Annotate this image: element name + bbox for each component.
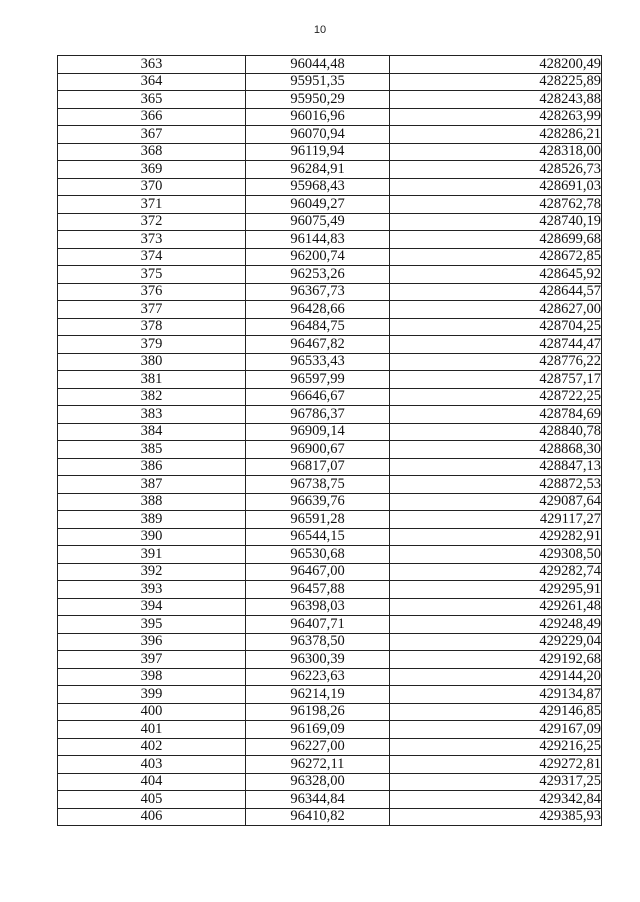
point-number-cell: 386: [58, 458, 246, 476]
x-coordinate-cell: 96467,00: [246, 563, 390, 581]
y-coordinate-cell: 428225,89: [390, 73, 602, 91]
x-coordinate-cell: 96328,00: [246, 773, 390, 791]
point-number-cell: 398: [58, 668, 246, 686]
table-row: [58, 91, 602, 109]
table-row: [58, 248, 602, 266]
point-number-cell: 376: [58, 283, 246, 301]
y-coordinate-cell: 428847,13: [390, 458, 602, 476]
x-coordinate-cell: 96428,66: [246, 301, 390, 319]
table-row: [58, 493, 602, 511]
y-coordinate-cell: 429317,25: [390, 773, 602, 791]
x-coordinate-cell: 95951,35: [246, 73, 390, 91]
table-row: [58, 213, 602, 231]
table-row: [58, 318, 602, 336]
point-number-cell: 367: [58, 126, 246, 144]
point-number-cell: 385: [58, 441, 246, 459]
y-coordinate-cell: 429229,04: [390, 633, 602, 651]
point-number-cell: 395: [58, 616, 246, 634]
point-number-cell: 388: [58, 493, 246, 511]
y-coordinate-cell: 429134,87: [390, 686, 602, 704]
point-number-cell: 380: [58, 353, 246, 371]
table-row: [58, 406, 602, 424]
table-row: [58, 161, 602, 179]
x-coordinate-cell: 96646,67: [246, 388, 390, 406]
y-coordinate-cell: 429117,27: [390, 511, 602, 529]
table-row: [58, 528, 602, 546]
x-coordinate-cell: 96300,39: [246, 651, 390, 669]
x-coordinate-cell: 96786,37: [246, 406, 390, 424]
point-number-cell: 404: [58, 773, 246, 791]
x-coordinate-cell: 96044,48: [246, 56, 390, 74]
point-number-cell: 382: [58, 388, 246, 406]
point-number-cell: 381: [58, 371, 246, 389]
point-number-cell: 401: [58, 721, 246, 739]
y-coordinate-cell: 428762,78: [390, 196, 602, 214]
y-coordinate-cell: 429295,91: [390, 581, 602, 599]
x-coordinate-cell: 96253,26: [246, 266, 390, 284]
x-coordinate-cell: 96530,68: [246, 546, 390, 564]
table-row: [58, 791, 602, 809]
x-coordinate-cell: 96738,75: [246, 476, 390, 494]
point-number-cell: 368: [58, 143, 246, 161]
table-row: [58, 126, 602, 144]
table-row: [58, 388, 602, 406]
x-coordinate-cell: 96214,19: [246, 686, 390, 704]
y-coordinate-cell: 429192,68: [390, 651, 602, 669]
x-coordinate-cell: 96909,14: [246, 423, 390, 441]
y-coordinate-cell: 429261,48: [390, 598, 602, 616]
y-coordinate-cell: 429167,09: [390, 721, 602, 739]
y-coordinate-cell: 429146,85: [390, 703, 602, 721]
y-coordinate-cell: 429342,84: [390, 791, 602, 809]
x-coordinate-cell: 96367,73: [246, 283, 390, 301]
y-coordinate-cell: 429308,50: [390, 546, 602, 564]
x-coordinate-cell: 96457,88: [246, 581, 390, 599]
point-number-cell: 372: [58, 213, 246, 231]
y-coordinate-cell: 428722,25: [390, 388, 602, 406]
y-coordinate-cell: 428645,92: [390, 266, 602, 284]
y-coordinate-cell: 428704,25: [390, 318, 602, 336]
y-coordinate-cell: 428691,03: [390, 178, 602, 196]
coordinates-table: [57, 55, 602, 826]
table-row: [58, 703, 602, 721]
table-row: [58, 56, 602, 74]
point-number-cell: 402: [58, 738, 246, 756]
point-number-cell: 365: [58, 91, 246, 109]
point-number-cell: 364: [58, 73, 246, 91]
table-row: [58, 756, 602, 774]
point-number-cell: 378: [58, 318, 246, 336]
x-coordinate-cell: 95950,29: [246, 91, 390, 109]
point-number-cell: 391: [58, 546, 246, 564]
point-number-cell: 377: [58, 301, 246, 319]
table-row: [58, 651, 602, 669]
table-row: [58, 476, 602, 494]
x-coordinate-cell: 96049,27: [246, 196, 390, 214]
table-row: [58, 563, 602, 581]
y-coordinate-cell: 428644,57: [390, 283, 602, 301]
table-row: [58, 773, 602, 791]
table-row: [58, 668, 602, 686]
point-number-cell: 384: [58, 423, 246, 441]
point-number-cell: 389: [58, 511, 246, 529]
x-coordinate-cell: 96227,00: [246, 738, 390, 756]
point-number-cell: 373: [58, 231, 246, 249]
point-number-cell: 383: [58, 406, 246, 424]
y-coordinate-cell: 428740,19: [390, 213, 602, 231]
point-number-cell: 379: [58, 336, 246, 354]
table-row: [58, 143, 602, 161]
y-coordinate-cell: 429385,93: [390, 808, 602, 826]
table-row: [58, 266, 602, 284]
x-coordinate-cell: 96597,99: [246, 371, 390, 389]
table-row: [58, 581, 602, 599]
table-row: [58, 196, 602, 214]
x-coordinate-cell: 96900,67: [246, 441, 390, 459]
y-coordinate-cell: 429282,91: [390, 528, 602, 546]
point-number-cell: 390: [58, 528, 246, 546]
y-coordinate-cell: 428672,85: [390, 248, 602, 266]
page-number: 10: [313, 24, 327, 36]
y-coordinate-cell: 428776,22: [390, 353, 602, 371]
point-number-cell: 400: [58, 703, 246, 721]
point-number-cell: 374: [58, 248, 246, 266]
y-coordinate-cell: 428243,88: [390, 91, 602, 109]
table-row: [58, 808, 602, 826]
x-coordinate-cell: 96398,03: [246, 598, 390, 616]
point-number-cell: 397: [58, 651, 246, 669]
y-coordinate-cell: 428868,30: [390, 441, 602, 459]
table-row: [58, 598, 602, 616]
x-coordinate-cell: 96533,43: [246, 353, 390, 371]
x-coordinate-cell: 96119,94: [246, 143, 390, 161]
point-number-cell: 394: [58, 598, 246, 616]
table-row: [58, 108, 602, 126]
x-coordinate-cell: 96817,07: [246, 458, 390, 476]
table-row: [58, 738, 602, 756]
point-number-cell: 393: [58, 581, 246, 599]
table-row: [58, 353, 602, 371]
point-number-cell: 403: [58, 756, 246, 774]
point-number-cell: 363: [58, 56, 246, 74]
point-number-cell: 370: [58, 178, 246, 196]
x-coordinate-cell: 96410,82: [246, 808, 390, 826]
y-coordinate-cell: 428318,00: [390, 143, 602, 161]
table-row: [58, 178, 602, 196]
point-number-cell: 405: [58, 791, 246, 809]
x-coordinate-cell: 96591,28: [246, 511, 390, 529]
table-row: [58, 336, 602, 354]
point-number-cell: 396: [58, 633, 246, 651]
x-coordinate-cell: 96378,50: [246, 633, 390, 651]
table-row: [58, 301, 602, 319]
point-number-cell: 387: [58, 476, 246, 494]
x-coordinate-cell: 96407,71: [246, 616, 390, 634]
y-coordinate-cell: 429216,25: [390, 738, 602, 756]
table-row: [58, 511, 602, 529]
table-row: [58, 633, 602, 651]
coordinates-table-body: [58, 56, 602, 826]
table-row: [58, 283, 602, 301]
y-coordinate-cell: 428784,69: [390, 406, 602, 424]
x-coordinate-cell: 96198,26: [246, 703, 390, 721]
x-coordinate-cell: 95968,43: [246, 178, 390, 196]
y-coordinate-cell: 428526,73: [390, 161, 602, 179]
point-number-cell: 392: [58, 563, 246, 581]
x-coordinate-cell: 96016,96: [246, 108, 390, 126]
point-number-cell: 399: [58, 686, 246, 704]
y-coordinate-cell: 428744,47: [390, 336, 602, 354]
y-coordinate-cell: 429282,74: [390, 563, 602, 581]
y-coordinate-cell: 429272,81: [390, 756, 602, 774]
x-coordinate-cell: 96144,83: [246, 231, 390, 249]
y-coordinate-cell: 428263,99: [390, 108, 602, 126]
table-row: [58, 231, 602, 249]
point-number-cell: 369: [58, 161, 246, 179]
y-coordinate-cell: 429087,64: [390, 493, 602, 511]
x-coordinate-cell: 96169,09: [246, 721, 390, 739]
y-coordinate-cell: 428200,49: [390, 56, 602, 74]
x-coordinate-cell: 96200,74: [246, 248, 390, 266]
y-coordinate-cell: 428840,78: [390, 423, 602, 441]
table-row: [58, 458, 602, 476]
x-coordinate-cell: 96484,75: [246, 318, 390, 336]
point-number-cell: 406: [58, 808, 246, 826]
y-coordinate-cell: 429144,20: [390, 668, 602, 686]
table-row: [58, 441, 602, 459]
y-coordinate-cell: 429248,49: [390, 616, 602, 634]
x-coordinate-cell: 96639,76: [246, 493, 390, 511]
point-number-cell: 371: [58, 196, 246, 214]
table-row: [58, 371, 602, 389]
x-coordinate-cell: 96467,82: [246, 336, 390, 354]
x-coordinate-cell: 96544,15: [246, 528, 390, 546]
y-coordinate-cell: 428699,68: [390, 231, 602, 249]
y-coordinate-cell: 428286,21: [390, 126, 602, 144]
table-row: [58, 686, 602, 704]
y-coordinate-cell: 428627,00: [390, 301, 602, 319]
point-number-cell: 366: [58, 108, 246, 126]
point-number-cell: 375: [58, 266, 246, 284]
x-coordinate-cell: 96284,91: [246, 161, 390, 179]
x-coordinate-cell: 96344,84: [246, 791, 390, 809]
y-coordinate-cell: 428757,17: [390, 371, 602, 389]
y-coordinate-cell: 428872,53: [390, 476, 602, 494]
x-coordinate-cell: 96223,63: [246, 668, 390, 686]
table-row: [58, 546, 602, 564]
x-coordinate-cell: 96272,11: [246, 756, 390, 774]
x-coordinate-cell: 96075,49: [246, 213, 390, 231]
table-row: [58, 73, 602, 91]
table-row: [58, 616, 602, 634]
table-row: [58, 721, 602, 739]
x-coordinate-cell: 96070,94: [246, 126, 390, 144]
table-row: [58, 423, 602, 441]
